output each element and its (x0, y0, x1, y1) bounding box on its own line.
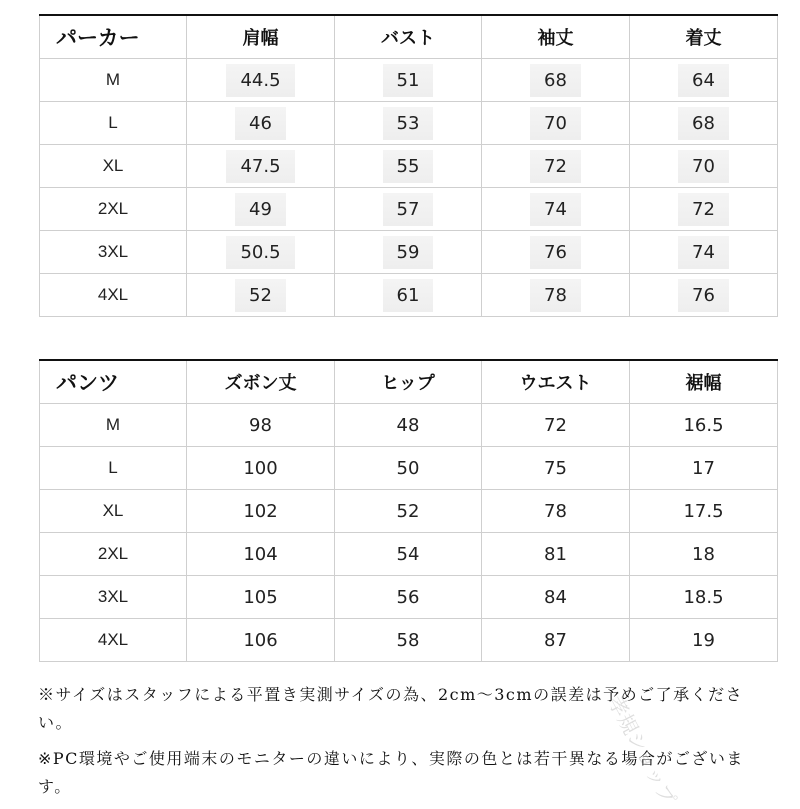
table-row (40, 59, 778, 102)
table-cell: 78 (482, 490, 630, 533)
table-cell: 57 (335, 188, 482, 231)
table-cell: 68 (630, 102, 778, 145)
color-note: ※PC環境やご使用端末のモニターの違いにより、実際の色とは若干異なる場合がございます。 (38, 749, 744, 796)
hoodie-size-table (39, 14, 778, 317)
table-row (40, 231, 778, 274)
hoodie-title: パーカー (40, 15, 187, 59)
hoodie-header-shoulder: 肩幅 (187, 15, 335, 59)
table-cell: 44.5 (187, 59, 335, 102)
hoodie-header-row (40, 15, 778, 59)
size-label: L (40, 102, 187, 145)
table-cell: 74 (630, 231, 778, 274)
size-label: 3XL (40, 231, 187, 274)
table-cell: 50.5 (187, 231, 335, 274)
hoodie-header-length: 着丈 (630, 15, 778, 59)
table-cell: 81 (482, 533, 630, 576)
table-cell: 106 (187, 619, 335, 662)
measurement-note: ※サイズはスタッフによる平置き実測サイズの為、2cm〜3cmの誤差は予めご了承ください。 (38, 685, 744, 732)
table-cell: 17.5 (630, 490, 778, 533)
table-row (40, 490, 778, 533)
table-row (40, 619, 778, 662)
table-cell: 18.5 (630, 576, 778, 619)
table-cell: 16.5 (630, 404, 778, 447)
table-cell: 104 (187, 533, 335, 576)
table-cell: 84 (482, 576, 630, 619)
hoodie-header-bust: バスト (335, 15, 482, 59)
table-cell: 52 (187, 274, 335, 317)
table-cell: 54 (335, 533, 482, 576)
pants-header-inseam: ズボン丈 (187, 360, 335, 404)
table-cell: 100 (187, 447, 335, 490)
pants-header-hem: 裾幅 (630, 360, 778, 404)
table-cell: 74 (482, 188, 630, 231)
pants-header-hip: ヒップ (335, 360, 482, 404)
table-cell: 52 (335, 490, 482, 533)
table-cell: 61 (335, 274, 482, 317)
table-cell: 70 (630, 145, 778, 188)
table-cell: 72 (630, 188, 778, 231)
pants-header-row (40, 360, 778, 404)
table-cell: 53 (335, 102, 482, 145)
size-label: 2XL (40, 188, 187, 231)
hoodie-header-sleeve: 袖丈 (482, 15, 630, 59)
table-cell: 98 (187, 404, 335, 447)
size-label: L (40, 447, 187, 490)
table-cell: 48 (335, 404, 482, 447)
table-cell: 105 (187, 576, 335, 619)
table-cell: 55 (335, 145, 482, 188)
size-label: 2XL (40, 533, 187, 576)
size-label: 4XL (40, 274, 187, 317)
pants-size-table (39, 359, 778, 662)
size-label: XL (40, 490, 187, 533)
table-cell: 70 (482, 102, 630, 145)
pants-title: パンツ (40, 360, 187, 404)
table-cell: 76 (630, 274, 778, 317)
table-cell: 46 (187, 102, 335, 145)
table-row (40, 533, 778, 576)
table-cell: 75 (482, 447, 630, 490)
table-row (40, 274, 778, 317)
table-cell: 47.5 (187, 145, 335, 188)
table-cell: 72 (482, 145, 630, 188)
table-cell: 56 (335, 576, 482, 619)
table-cell: 19 (630, 619, 778, 662)
table-cell: 78 (482, 274, 630, 317)
table-cell: 59 (335, 231, 482, 274)
table-cell: 58 (335, 619, 482, 662)
table-cell: 68 (482, 59, 630, 102)
table-row (40, 145, 778, 188)
table-cell: 17 (630, 447, 778, 490)
table-row (40, 188, 778, 231)
size-label: 4XL (40, 619, 187, 662)
table-cell: 87 (482, 619, 630, 662)
table-row (40, 404, 778, 447)
table-row (40, 576, 778, 619)
size-label: XL (40, 145, 187, 188)
table-row (40, 102, 778, 145)
size-label: M (40, 59, 187, 102)
table-cell: 50 (335, 447, 482, 490)
pants-header-waist: ウエスト (482, 360, 630, 404)
table-cell: 64 (630, 59, 778, 102)
table-cell: 18 (630, 533, 778, 576)
table-cell: 49 (187, 188, 335, 231)
table-cell: 76 (482, 231, 630, 274)
table-cell: 72 (482, 404, 630, 447)
size-label: 3XL (40, 576, 187, 619)
table-cell: 51 (335, 59, 482, 102)
shop-watermark: 孝規ショップ (603, 691, 681, 809)
table-row (40, 447, 778, 490)
table-cell: 102 (187, 490, 335, 533)
size-label: M (40, 404, 187, 447)
